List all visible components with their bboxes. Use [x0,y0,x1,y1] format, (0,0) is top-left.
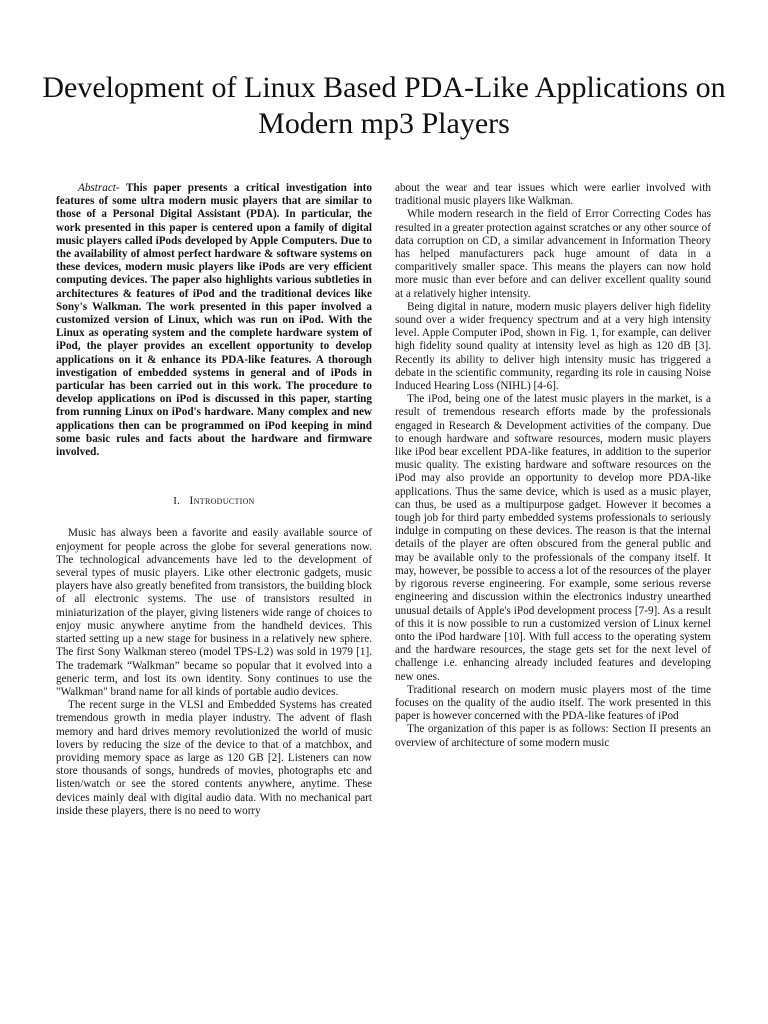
paper-title: Development of Linux Based PDA-Like Applications on Modern mp3 Players [42,71,726,140]
intro-paragraph-4: Being digital in nature, modern music players deliver high fidelity sound over a wider frequency spectrum and at a very high intensity level. Apple Computer iPod, shown in Fig. 1, for example, can deliver high fidelity sound quality at intensity level as high as 120 dB [3]. Recently its ability to deliver high intensity music has triggered a debate in the scientific community, regarding its role in causing Noise Induced Hearing Loss (NIHL) [4-6]. [395,300,711,393]
intro-paragraph-6: Traditional research on modern music players most of the time focuses on the quality of the audio itself. The work presented in this paper is however concerned with the PDA-like features of iPod [395,683,711,723]
intro-paragraph-5: The iPod, being one of the latest music players in the market, is a result of tremendous research efforts made by the professionals engaged in Research & Development activities of the company. Due to enough hardware and software resources, modern music players like iPod bear excellent PDA-like features, in addition to the superior music quality. The existing hardware and software resources on the iPod may also provide an opportunity to develop more PDA-like applications. Thus the same device, which is used as a music player, can thus, be used as a multipurpose gadget. However it becomes a tough job for third party embedded systems professionals to seriously indulge in computing on these devices. The reason is that the internal details of the player are often obscured from the general public and may be available only to the professionals of the company itself. It may, however, be possible to access a lot of the resources of the player by rigorous reverse engineering. For example, some serious reverse engineering and discussion within the electronics industry unearthed unusual details of Apple's iPod development process [7-9]. As a result of this it is now possible to run a customized version of Linux kernel onto the iPod hardware [10]. With full access to the operating system and the hardware resources, the stage gets set for the next level of challenge i.e. enhancing already included features and developing new ones. [395,393,712,683]
intro-paragraph-continued: about the wear and tear issues which were earlier involved with traditional music players like Walkman. [395,182,711,208]
abstract [56,182,372,459]
intro-paragraph-1: Music has always been a favorite and easily available source of enjoyment for people across the globe for several generations now. The technological advancements have led to the development of several types of music players. Like other electronic gadgets, music players have also greatly benefited from transistors, the building block of all electronic systems. The use of transistors resulted in miniaturization of the player, giving listeners wide range of choices to enjoy music anywhere anytime from the handheld devices. This started setting up a new stage for business in a relatively new sphere. The first Sony Walkman stereo (model TPS-L2) was sold in 1979 [1]. The trademark “Walkman” became so popular that it evolved into a generic term, and lost its own identity. Sony continues to use the "Walkman" brand name for all kinds of portable audio devices. [56,527,372,698]
left-column [56,182,372,818]
intro-paragraph-7: The organization of this paper is as follows: Section II presents an overview of architecture of some modern music [395,723,711,749]
section-number: I. [173,495,181,508]
abstract-text: This paper presents a critical investigation into features of some ultra modern music players that are similar to those of a Personal Digital Assistant (PDA). In particular, the work presented in this paper is centered upon a family of digital music players called iPods developed by Apple Computers. Due to the availability of almost perfect hardware & software systems on these devices, modern music players like iPods are very efficient computing devices. The paper also highlights various subtleties in architectures & features of iPod and the traditional devices like Sony's Walkman. The work presented in this paper involved a customized version of Linux, which was run on iPod. With the Linux as operating system and the complete hardware system of iPod, the player provides an excellent opportunity to develop applications on it & enhance its PDA-like features. A thorough investigation of embedded systems in general and of iPods in particular has been carried out in this work. The procedure to develop applications on iPod is discussed in this paper, starting from running Linux on iPod's hardware. Many complex and new applications then can be programmed on iPod keeping in mind some basic rules and facts about the hardware and firmware involved. [56,182,372,459]
section-title: Introduction [189,493,255,508]
abstract-label: Abstract- [78,182,120,194]
right-column [395,182,711,750]
section-heading-introduction [56,494,372,508]
intro-paragraph-3: While modern research in the field of Error Correcting Codes has resulted in a greater protection against scratches or any other source of data corruption on CD, a similar advancement in Information Theory has helped manufacturers pack huge amount of data in a comparitively smaller space. This means the players can now hold more music than ever before and can deliver excellent quality sound at a relatively higher intensity. [395,208,711,300]
intro-paragraph-2: The recent surge in the VLSI and Embedded Systems has created tremendous growth in media player industry. The advent of flash memory and hard drives memory revolutionized the world of music lovers by reducing the size of the device to that of a matchbox, and providing memory space as large as 120 GB [2]. Listeners can now store thousands of songs, hundreds of movies, photographs etc and listen/watch or see the stored contents anywhere, anytime. These devices mainly deal with digital audio data. With no mechanical part inside these players, there is no need to worry [56,699,372,817]
